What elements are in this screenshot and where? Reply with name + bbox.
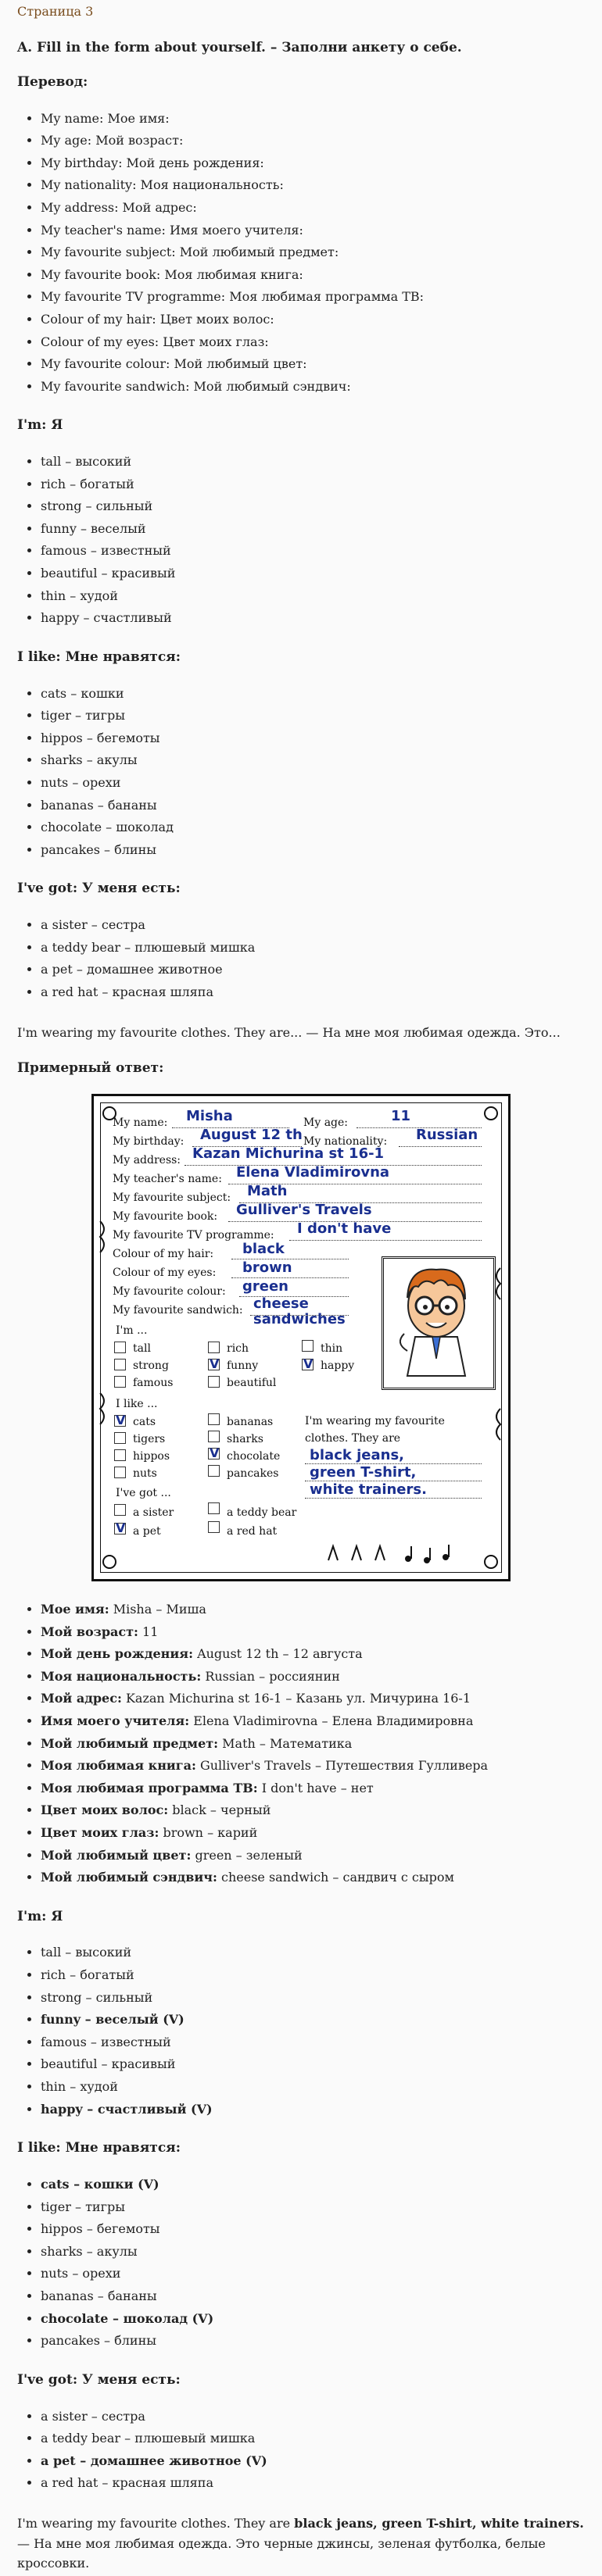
im-answer-heading: I'm: Я [17,1908,63,1924]
list-item: • cats – кошки [41,683,585,706]
answer-value: Misha – Миша [113,1601,206,1617]
checkbox-label: famous [133,1376,174,1389]
answer-label: Моя национальность: [41,1668,202,1684]
answer-item [41,1621,585,1644]
label-got: I've got ... [116,1486,171,1499]
list-item: • Colour of my eyes: Цвет моих глаз: [41,331,585,354]
final-answer-bold: black jeans, green T-shirt, white trainers. [294,2515,584,2531]
list-item: • My favourite book: Моя любимая книга: [41,264,585,287]
answer-eyes: brown [242,1259,292,1276]
answer-item [41,1733,585,1756]
got-answer-heading: I've got: У меня есть: [17,2371,181,2388]
list-item: • beautiful – красивый [41,563,585,585]
list-item: • rich – богатый [41,473,585,496]
task-title: A. Fill in the form about yourself. – Заполни анкету о себе. [17,40,462,55]
list-item: • My favourite subject: Мой любимый предмет: [41,241,585,264]
answer-value: Russian – россиянин [205,1668,340,1684]
answer-sandwich-2: sandwiches [253,1310,346,1327]
answer-clothes-1: black jeans, [310,1446,404,1463]
answer-value: Elena Vladimirovna – Елена Владимировна [193,1713,474,1728]
like-answer-heading: I like: Мне нравятся: [17,2140,181,2156]
list-item: • thin – худой [41,2076,585,2099]
list-item: • nuts – орехи [41,772,585,795]
list-item: • hippos – бегемоты [41,727,585,750]
translation-list [17,108,585,398]
answer-age: 11 [391,1107,411,1124]
checkbox-label: strong [133,1359,169,1372]
label-teacher: My teacher's name: [113,1172,222,1185]
answer-label: Мой день рождения: [41,1646,193,1662]
list-item: • My teacher's name: Имя моего учителя: [41,220,585,242]
answer-item [41,1599,585,1621]
final-answer-end: — На мне моя любимая одежда. Это черные джинсы, зеленая футболка, белые кроссовки. [17,2535,546,2571]
label-hair: Colour of my hair: [113,1247,214,1260]
answer-value: Kazan Michurina st 16-1 – Казань ул. Мичурина 16-1 [125,1691,471,1706]
checkbox-label: cats [133,1415,156,1428]
like-list [17,683,585,862]
list-item: • tiger – тигры [41,705,585,727]
answer-label: Мой возраст: [41,1624,138,1639]
answer-label: Цвет моих глаз: [41,1824,159,1840]
answer-birthday: August 12 th [200,1126,303,1143]
answer-item [41,1777,585,1800]
list-item: • My favourite sandwich: Мой любимый сэндвич: [41,376,585,398]
answer-label: Моя любимая программа ТВ: [41,1780,258,1795]
list-item: • cats – кошки (V) [41,2174,585,2196]
checkbox-label: a red hat [227,1524,278,1538]
checkbox-label: thin [321,1342,343,1355]
list-item: • strong – сильный [41,1987,585,2010]
got-heading: I've got: У меня есть: [17,881,181,897]
label-like: I like ... [116,1397,158,1410]
checkbox-label: sharks [227,1432,263,1445]
list-item: • a sister – сестра [41,2406,585,2428]
worksheet [91,1094,511,1581]
final-answer-start: I'm wearing my favourite clothes. They are [17,2515,295,2531]
answer-label: Мое имя: [41,1601,109,1617]
answer-label: Мой адрес: [41,1691,122,1706]
checkbox-label: tall [133,1342,151,1355]
answer-item [41,1867,585,1889]
list-item: • tall – высокий [41,451,585,473]
checkbox-label: nuts [133,1467,157,1480]
got-list [17,914,585,1003]
answer-item [41,1799,585,1822]
label-eyes: Colour of my eyes: [113,1266,217,1279]
list-item: • strong – сильный [41,495,585,518]
label-colour: My favourite colour: [113,1284,226,1298]
answer-item [41,1643,585,1666]
list-item: • My birthday: Мой день рождения: [41,152,585,175]
list-item: • chocolate – шоколад [41,816,585,839]
label-birthday: My birthday: [113,1134,185,1148]
answer-subject: Math [247,1182,288,1199]
answer-book: Gulliver's Travels [236,1201,372,1218]
checkbox-label: rich [227,1342,249,1355]
label-subject: My favourite subject: [113,1191,231,1204]
translation-heading: Перевод: [17,73,88,90]
label-wearing-1: I'm wearing my favourite [305,1414,445,1427]
list-item: • famous – известный [41,2031,585,2054]
answer-item [41,1755,585,1777]
list-item: • a pet – домашнее животное (V) [41,2450,585,2473]
list-item: • pancakes – блины [41,839,585,862]
answer-item [41,1822,585,1845]
answer-colour: green [242,1277,288,1295]
answers-list [17,1599,585,1889]
answer-nationality: Russian [416,1126,478,1143]
checkbox-label: a sister [133,1506,174,1519]
list-item: • My age: Мой возраст: [41,130,585,152]
im-heading: I'm: Я [17,417,63,434]
answer-item [41,1710,585,1733]
answer-value: black – черный [172,1802,271,1818]
checkbox-label: beautiful [227,1376,277,1389]
checkbox-label: tigers [133,1432,166,1445]
list-item: • a pet – домашнее животное [41,959,585,981]
list-item: • tiger – тигры [41,2196,585,2219]
im-answer-list [17,1942,585,2120]
answer-value: I don't have – нет [261,1780,374,1795]
label-book: My favourite book: [113,1209,218,1223]
breadcrumb-link[interactable]: Страница 3 [17,4,94,19]
answer-label: Мой любимый цвет: [41,1847,192,1863]
list-item: • bananas – бананы [41,795,585,817]
checkbox-label: a pet [133,1524,161,1538]
label-nationality: My nationality: [303,1134,388,1148]
list-item: • funny – веселый [41,518,585,541]
sample-heading: Примерный ответ: [17,1060,164,1077]
answer-value: August 12 th – 12 августа [197,1646,363,1662]
list-item: • a red hat – красная шляпа [41,2472,585,2495]
answer-sandwich-1: cheese [253,1295,309,1312]
list-item: • chocolate – шоколад (V) [41,2308,585,2331]
like-heading: I like: Мне нравятся: [17,648,181,665]
list-item: • My name: Мое имя: [41,108,585,130]
answer-label: Мой любимый предмет: [41,1735,219,1751]
list-item: • happy – счастливый (V) [41,2099,585,2121]
list-item: • a teddy bear – плюшевый мишка [41,937,585,959]
label-age: My age: [303,1116,349,1129]
list-item: • famous – известный [41,540,585,563]
got-answer-list [17,2406,585,2495]
list-item: • happy – счастливый [41,607,585,630]
worksheet-figure [17,1094,585,1581]
answer-value: brown – карий [163,1824,258,1840]
answer-tv: I don't have [297,1220,392,1237]
checkbox-label: pancakes [227,1467,279,1480]
list-item: • My address: Мой адрес: [41,197,585,220]
label-sandwich: My favourite sandwich: [113,1303,243,1317]
answer-value: green – зеленый [195,1847,303,1863]
label-tv: My favourite TV programme: [113,1228,274,1242]
list-item: • thin – худой [41,585,585,608]
list-item: • bananas – бананы [41,2285,585,2308]
border-doodles [94,1096,508,1579]
list-item: • Colour of my hair: Цвет моих волос: [41,309,585,331]
checkbox-label: chocolate [227,1449,281,1463]
like-answer-list [17,2174,585,2353]
list-item: • tall – высокий [41,1942,585,1964]
checkbox-label: bananas [227,1415,274,1428]
answer-item [41,1666,585,1688]
checkbox-label: funny [227,1359,259,1372]
answer-value: Math – Математика [222,1735,353,1751]
answer-label: Имя моего учителя: [41,1713,190,1728]
list-item: • nuts – орехи [41,2263,585,2285]
answer-label: Мой любимый сэндвич: [41,1870,217,1885]
answer-value: cheese sandwich – сандвич с сыром [220,1870,454,1885]
answer-label: Моя любимая книга: [41,1758,196,1774]
list-item: • sharks – акулы [41,749,585,772]
label-wearing-2: clothes. They are [305,1431,401,1445]
answer-hair: black [242,1240,285,1257]
answer-address: Kazan Michurina st 16-1 [192,1145,385,1162]
label-name: My name: [113,1116,168,1129]
wearing-line: I'm wearing my favourite clothes. They are... — На мне моя любимая одежда. Это... [17,1024,561,1040]
list-item: • rich – богатый [41,1964,585,1987]
list-item: • My favourite colour: Мой любимый цвет: [41,353,585,376]
label-address: My address: [113,1153,181,1167]
answer-value: Gulliver's Travels – Путешествия Гулливера [199,1758,489,1774]
list-item: • pancakes – блины [41,2330,585,2353]
list-item: • a teddy bear – плюшевый мишка [41,2428,585,2450]
answer-item [41,1688,585,1710]
list-item: • My favourite TV programme: Моя любимая программа ТВ: [41,286,585,309]
answer-clothes-3: white trainers. [310,1481,427,1498]
list-item: • beautiful – красивый [41,2053,585,2076]
answer-clothes-2: green T-shirt, [310,1463,417,1481]
list-item: • a red hat – красная шляпа [41,981,585,1004]
im-list [17,451,585,630]
checkbox-label: a teddy bear [227,1506,297,1519]
list-item: • hippos – бегемоты [41,2218,585,2241]
final-answer [17,2513,585,2574]
checkbox-label: happy [321,1359,355,1372]
answer-name: Misha [186,1107,233,1124]
checkbox-label: hippos [133,1449,170,1463]
answer-value: 11 [142,1624,159,1639]
answer-item [41,1845,585,1867]
list-item: • sharks – акулы [41,2241,585,2263]
answer-label: Цвет моих волос: [41,1802,169,1818]
list-item: • a sister – сестра [41,914,585,937]
label-im: I'm ... [116,1324,148,1337]
answer-teacher: Elena Vladimirovna [236,1163,390,1181]
list-item: • funny – веселый (V) [41,2009,585,2031]
list-item: • My nationality: Моя национальность: [41,174,585,197]
